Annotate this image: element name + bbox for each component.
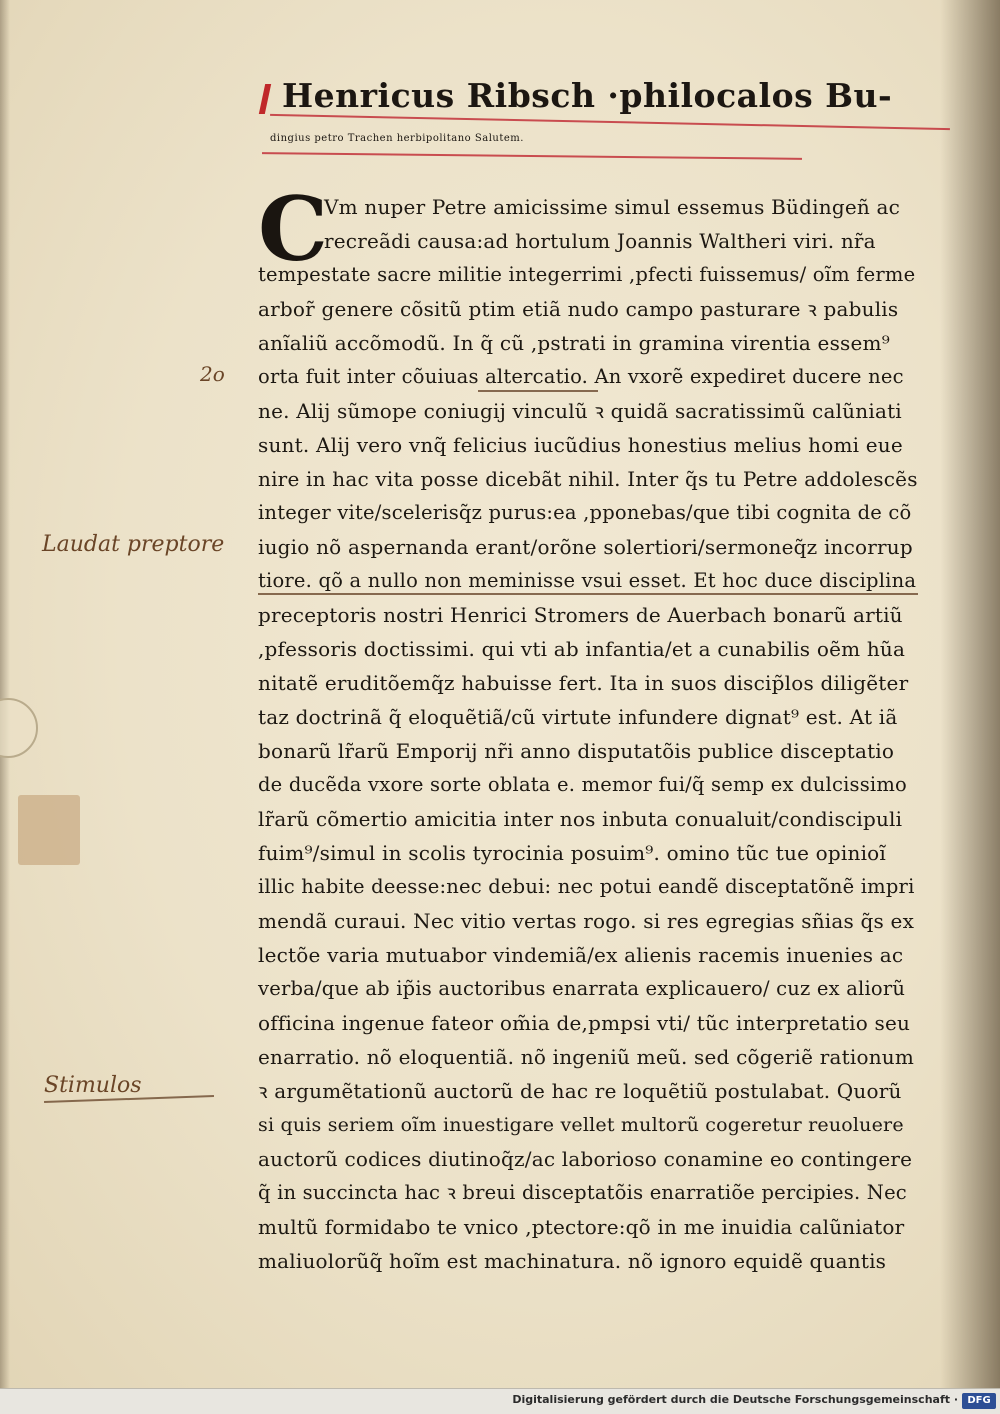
- text-line: enarratio. nõ eloquentiã. nõ ingeniũ meũ. sed cõgeriẽ rationum: [258, 1045, 915, 1069]
- initial-letter: C: [258, 177, 329, 281]
- text-line: ne. Alij sũmope coniugij vinculũ ꝛ quidã sacratissimũ calũniati: [258, 399, 902, 423]
- text-line: nitatẽ eruditõemq̃z habuisse fert. Ita in suos discip̃los diligẽter: [258, 671, 909, 695]
- page-left-edge: [0, 0, 10, 1388]
- text-line: nire in hac vita posse dicebãt nihil. Inter q̃s tu Petre addolescẽs: [258, 467, 918, 491]
- text-line: mendã curaui. Nec vitio vertas rogo. si res egregias sñias q̃s ex: [258, 909, 915, 933]
- text-line: ꝛ argumẽtationũ auctorũ de hac re loquẽtiũ postulabat. Quorũ: [258, 1079, 902, 1103]
- text-line: q̃ in succincta hac ꝛ breui disceptatõis enarratiõe percipies. Nec: [258, 1181, 907, 1204]
- gutter-shadow: [940, 0, 1000, 1388]
- text-line: Vm nuper Petre amicissime simul essemus Büdingeñ ac: [324, 195, 901, 219]
- text-line: ,pfessoris doctissimi. qui vti ab infantia/et a cunabilis oẽm hũa: [258, 637, 906, 661]
- text-line: iugio nõ aspernanda erant/orõne solertiori/sermoneq̃z incorrup: [258, 535, 913, 559]
- text-line: orta fuit inter cõuiuas altercatio. An vxorẽ expediret ducere nec: [258, 365, 904, 388]
- heading-line-1: Henricus Ribsch ·philocalos Bu-: [282, 76, 893, 115]
- rubric-paragraph-mark: [259, 84, 271, 114]
- text-line: multũ formidabo te vnico ,ptectore:qõ in me inuidia calũniator: [258, 1215, 905, 1239]
- text-line: integer vite/scelerisq̃z purus:ea ,pponebas/que tibi cognita de cõ: [258, 501, 912, 524]
- text-line: sunt. Alij vero vnq̃ felicius iucũdius honestius melius homi eue: [258, 433, 903, 457]
- dfg-logo: DFG: [962, 1393, 996, 1409]
- heading-block: [270, 72, 942, 158]
- marginal-note-stimulos: Stimulos: [44, 1073, 142, 1098]
- binding-hole: [0, 698, 38, 758]
- text-line: anĩaliũ accõmodũ. In q̃ cũ ,pstrati in gramina virentia essem⁹: [258, 331, 890, 355]
- text-line: si quis seriem oĩm inuestigare vellet multorũ cogeretur reuoluere: [258, 1114, 904, 1136]
- footer-credit: Digitalisierung gefördert durch die Deutsche Forschungsgemeinschaft ·: [512, 1393, 958, 1406]
- underline-vxorem: [478, 390, 598, 392]
- text-line: recreãdi causa:ad hortulum Joannis Waltheri viri. nr̃a: [324, 229, 876, 253]
- text-line: arbor̃ genere cõsitũ ptim etiã nudo campo pasturare ꝛ pabulis: [258, 297, 899, 321]
- body-text: [258, 190, 918, 1278]
- heading-line-2: dingius petro Trachen herbipolitano Salutem.: [270, 133, 524, 144]
- marginal-note-2o: 2o: [200, 362, 225, 386]
- text-line: fuim⁹/simul in scolis tyrocinia posuim⁹. omino tũc tue opinioĩ: [258, 841, 887, 865]
- text-line: tempestate sacre militie integerrimi ,pfecti fuissemus/ oĩm ferme: [258, 263, 916, 286]
- text-line: preceptoris nostri Henrici Stromers de Auerbach bonarũ artiũ: [258, 603, 903, 627]
- underline-preceptoris: [258, 593, 918, 595]
- digitization-footer: [0, 1388, 1000, 1414]
- text-line: de ducẽda vxore sorte oblata e. memor fui/q̃ semp ex dulcissimo: [258, 773, 907, 796]
- text-line: lectõe varia mutuabor vindemiã/ex alienis racemis inuenies ac: [258, 943, 904, 967]
- text-line: officina ingenue fateor om̃ia de,pmpsi vti/ tũc interpretatio seu: [258, 1011, 911, 1035]
- text-line: bonarũ lr̃arũ Emporij nr̃i anno disputatõis publice disceptatio: [258, 739, 895, 763]
- text-line: tiore. qõ a nullo non meminisse vsui esset. Et hoc duce disciplina: [258, 569, 917, 592]
- text-line: taz doctrinã q̃ eloquẽtiã/cũ virtute infundere dignat⁹ est. At iã: [258, 705, 898, 729]
- marginal-note-laudat: Laudat preptore: [42, 532, 225, 557]
- text-line: verba/que ab ip̃is auctoribus enarrata explicauero/ cuz ex aliorũ: [258, 977, 906, 1000]
- text-line: illic habite deesse:nec debui: nec potui eandẽ disceptatõnẽ impri: [258, 875, 915, 898]
- text-line: maliuolorũq̃ hoĩm est machinatura. nõ ignoro equidẽ quantis: [258, 1249, 887, 1273]
- paper-repair-patch: [18, 795, 80, 865]
- text-line: auctorũ codices diutinoq̃z/ac laborioso conamine eo contingere: [258, 1147, 913, 1171]
- text-line: lr̃arũ cõmertio amicitia inter nos inbuta conualuit/condiscipuli: [258, 807, 903, 831]
